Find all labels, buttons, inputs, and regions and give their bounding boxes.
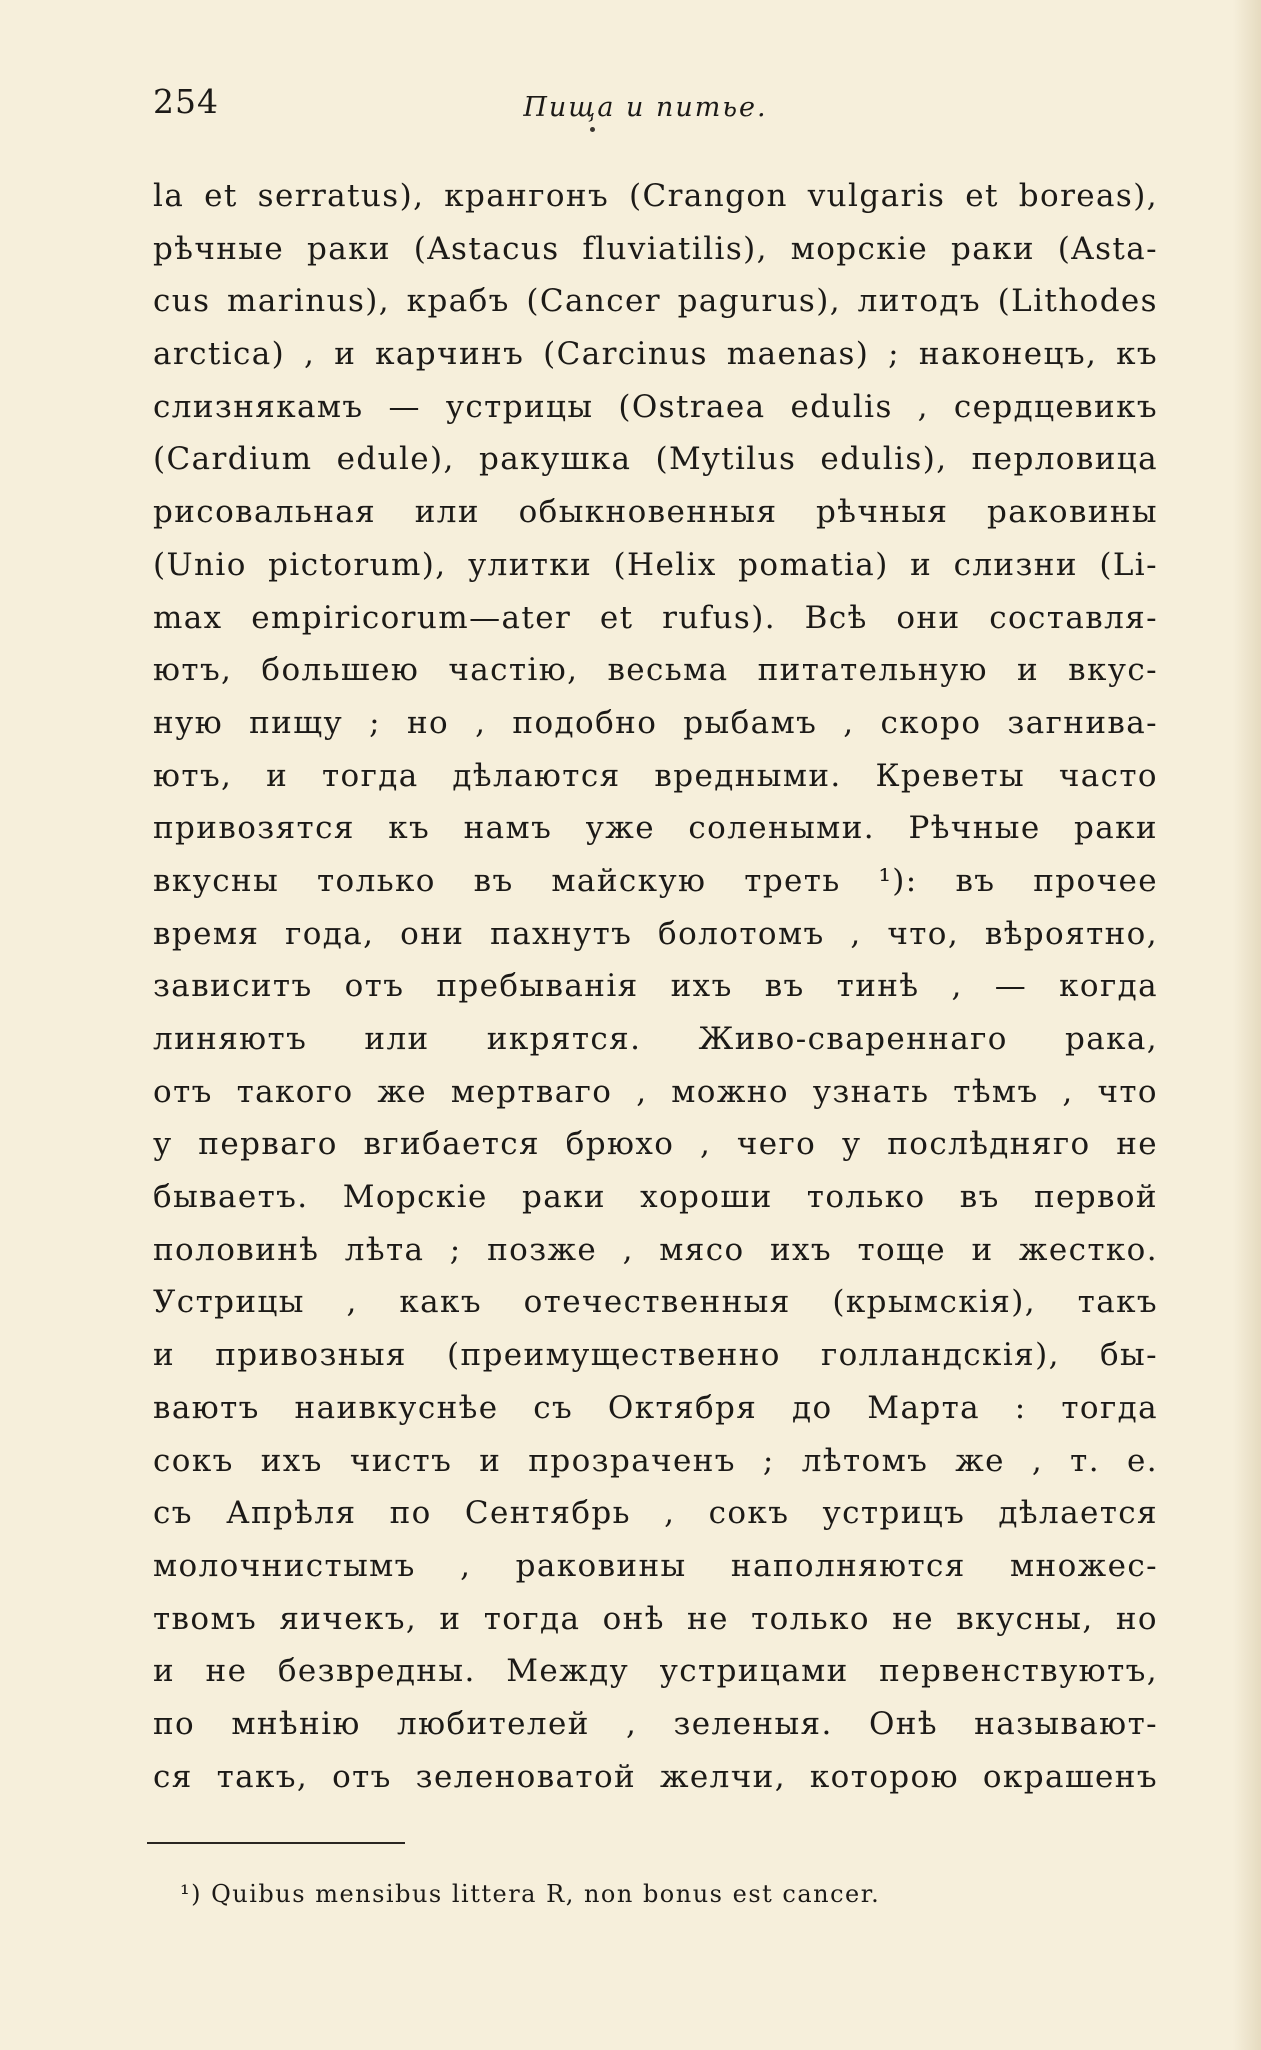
- text-line: max empiricorum—ater et rufus). Всѣ они составля-: [153, 599, 1158, 636]
- text-line: (Cardium edule), ракушка (Mytilus edulis), перловица: [153, 441, 1158, 478]
- text-line: arctica) , и карчинъ (Carcinus maenas) ; наконецъ, къ: [153, 336, 1158, 373]
- text-line: рисовальная или обыкновенныя рѣчныя раковины: [153, 494, 1158, 531]
- text-line: ваютъ наивкуснѣе съ Октября до Марта : тогда: [153, 1389, 1158, 1426]
- running-title: Пища и питье.: [523, 92, 768, 123]
- text-line: линяютъ или икрятся. Живо-свареннаго рака,: [153, 1021, 1158, 1057]
- text-line: у перваго вгибается брюхо , чего у послѣдняго не: [153, 1126, 1158, 1163]
- text-line: сокъ ихъ чистъ и прозраченъ ; лѣтомъ же , т. е.: [153, 1442, 1158, 1479]
- text-line: твомъ яичекъ, и тогда онѣ не только не вкусны, но: [153, 1600, 1158, 1637]
- text-line: рѣчные раки (Astacus fluviatilis), морскіе раки (Asta-: [153, 230, 1158, 267]
- text-line: (Unio pictorum), улитки (Helix pomatia) и слизни (Li-: [153, 546, 1158, 583]
- text-line: ся такъ, отъ зеленоватой желчи, которою окрашенъ: [153, 1758, 1158, 1795]
- text-line: время года, они пахнутъ болотомъ , что, вѣроятно,: [153, 915, 1158, 952]
- text-line: молочнистымъ , раковины наполняются множес-: [153, 1547, 1158, 1584]
- footnote-rule: [147, 1842, 405, 1844]
- text-line: половинѣ лѣта ; позже , мясо ихъ тоще и жестко.: [153, 1231, 1158, 1268]
- footnote: ¹) Quibus mensibus littera R, non bonus est cancer.: [180, 1880, 881, 1908]
- ink-dot: [590, 127, 595, 132]
- body-text: [153, 170, 1158, 1803]
- text-line: ную пищу ; но , подобно рыбамъ , скоро загнива-: [153, 704, 1158, 741]
- text-line: ютъ, большею частію, весьма питательную и вкус-: [153, 652, 1158, 689]
- text-line: слизнякамъ — устрицы (Ostraea edulis , сердцевикъ: [153, 388, 1158, 425]
- text-line: и не безвредны. Между устрицами первенствуютъ,: [153, 1653, 1158, 1690]
- text-line: бываетъ. Морскіе раки хороши только въ первой: [153, 1179, 1158, 1216]
- text-line: la et serratus), крангонъ (Crangon vulgaris et boreas),: [153, 178, 1158, 214]
- text-line: и привозныя (преимущественно голландскія), бы-: [153, 1337, 1158, 1374]
- text-line: привозятся къ намъ уже солеными. Рѣчные раки: [153, 810, 1158, 847]
- text-line: съ Апрѣля по Сентябрь , сокъ устрицъ дѣлается: [153, 1495, 1158, 1532]
- text-line: по мнѣнію любителей , зеленыя. Онѣ называют-: [153, 1705, 1158, 1742]
- text-line: отъ такого же мертваго , можно узнать тѣмъ , что: [153, 1073, 1158, 1110]
- text-line: Устрицы , какъ отечественныя (крымскія), такъ: [153, 1284, 1158, 1321]
- page-edge-shadow: [1233, 0, 1261, 2050]
- text-line: cus marinus), крабъ (Cancer pagurus), литодъ (Lithodes: [153, 283, 1158, 320]
- text-line: ютъ, и тогда дѣлаются вредными. Креветы часто: [153, 757, 1158, 794]
- text-line: зависитъ отъ пребыванія ихъ въ тинѣ , — когда: [153, 968, 1158, 1005]
- text-line: вкусны только въ майскую треть ¹): въ прочее: [153, 862, 1158, 899]
- page-number: 254: [153, 82, 219, 121]
